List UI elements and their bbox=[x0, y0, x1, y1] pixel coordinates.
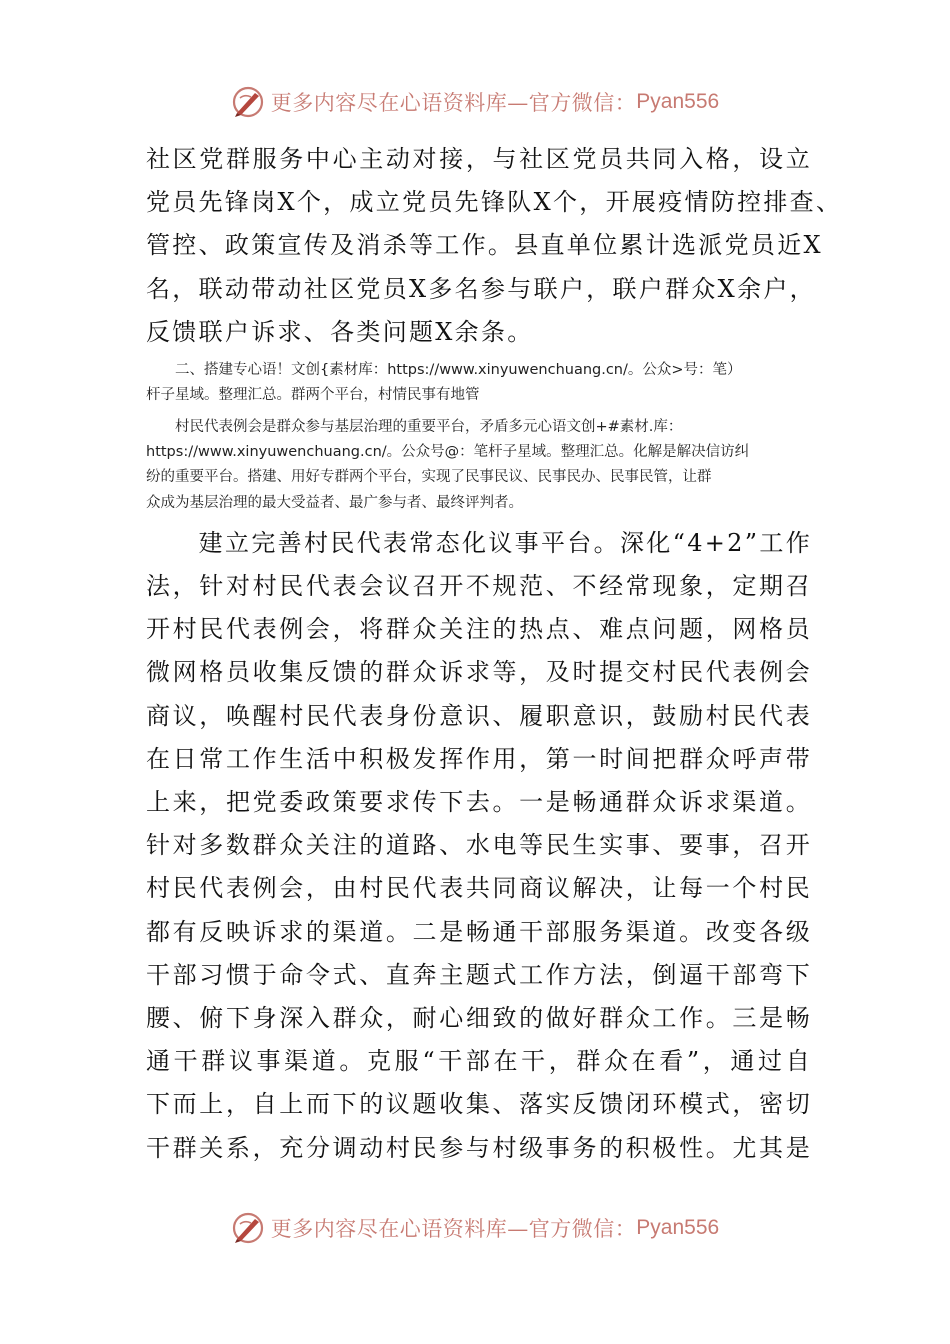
paragraph-1 bbox=[146, 138, 843, 354]
text-line: 建立完善村民代表常态化议事平台。深化“4+2”工作 bbox=[146, 528, 812, 557]
text-line: 法，针对村民代表会议召开不规范、不经常现象，定期召 bbox=[146, 572, 812, 600]
text-line: https://www.xinyuwenchuang.cn/。公众号@：笔杆子星域。整理汇总。化解是解决信访纠 bbox=[146, 443, 750, 460]
paragraph-2 bbox=[146, 415, 812, 516]
text-line: 村民代表例会是群众参与基层治理的重要平台，矛盾多元心语文创+#素材.库： bbox=[146, 418, 683, 435]
paragraph-3 bbox=[146, 522, 812, 1170]
footer-banner bbox=[0, 1208, 950, 1248]
text-line: 纷的重要平台。搭建、用好专群两个平台，实现了民事民议、民事民办、民事民管，让群 bbox=[146, 469, 712, 486]
text-line: 干群关系，充分调动村民参与村级事务的积极性。尤其是 bbox=[146, 1133, 812, 1162]
text-line: 上来，把党委政策要求传下去。一是畅通群众诉求渠道。 bbox=[146, 788, 812, 817]
text-line: 商议，唤醒村民代表身份意识、履职意识，鼓励村民代表 bbox=[146, 701, 812, 730]
text-line: 微网格员收集反馈的群众诉求等，及时提交村民代表例会 bbox=[146, 658, 812, 687]
text-line: 腰、俯下身深入群众，耐心细致的做好群众工作。三是畅 bbox=[146, 1004, 812, 1033]
banner-wechat-id: Pyan556 bbox=[636, 1216, 720, 1239]
document-body bbox=[146, 138, 843, 1170]
text-line: 管控、政策宣传及消杀等工作。县直单位累计选派党员近X bbox=[146, 231, 823, 260]
text-line: 下而上，自上而下的议题收集、落实反馈闭环模式，密切 bbox=[146, 1090, 812, 1119]
text-line: 党员先锋岗X个，成立党员先锋队X个，开展疫情防控排查、 bbox=[146, 188, 843, 217]
banner-text: 更多内容尽在心语资料库—官方微信： bbox=[270, 1217, 637, 1241]
text-line: 干部习惯于命令式、直奔主题式工作方法，倒逼干部弯下 bbox=[146, 960, 812, 989]
text-line: 开村民代表例会，将群众关注的热点、难点问题，网格员 bbox=[146, 615, 812, 644]
section-heading bbox=[146, 358, 812, 409]
text-line: 社区党群服务中心主动对接，与社区党员共同入格，设立 bbox=[146, 145, 812, 173]
heading-line: 杆子星域。整理汇总。群两个平台，村情民事有地管 bbox=[146, 387, 480, 404]
text-line: 在日常工作生活中积极发挥作用，第一时间把群众呼声带 bbox=[146, 744, 812, 773]
text-line: 针对多数群众关注的道路、水电等民生实事、要事，召开 bbox=[146, 831, 812, 860]
header-banner bbox=[0, 82, 950, 122]
text-line: 村民代表例会，由村民代表共同商议解决，让每一个村民 bbox=[146, 874, 812, 903]
text-line: 通干群议事渠道。克服“干部在干，群众在看”，通过自 bbox=[146, 1047, 812, 1076]
text-line: 名，联动带动社区党员X多名参与联户，联户群众X余户， bbox=[146, 274, 816, 303]
pen-logo-icon bbox=[231, 1211, 265, 1245]
heading-line: 二、搭建专心语！文创{素材库：https://www.xinyuwenchuang.cn/。公众>号：笔） bbox=[146, 362, 742, 379]
banner-text: 更多内容尽在心语资料库—官方微信： bbox=[270, 91, 637, 115]
text-line: 众成为基层治理的最大受益者、最广参与者、最终评判者。 bbox=[146, 494, 523, 511]
pen-logo-icon bbox=[231, 85, 265, 119]
text-line: 都有反映诉求的渠道。二是畅通干部服务渠道。改变各级 bbox=[146, 917, 812, 946]
text-line: 反馈联户诉求、各类问题X余条。 bbox=[146, 317, 534, 346]
banner-wechat-id: Pyan556 bbox=[636, 90, 720, 113]
